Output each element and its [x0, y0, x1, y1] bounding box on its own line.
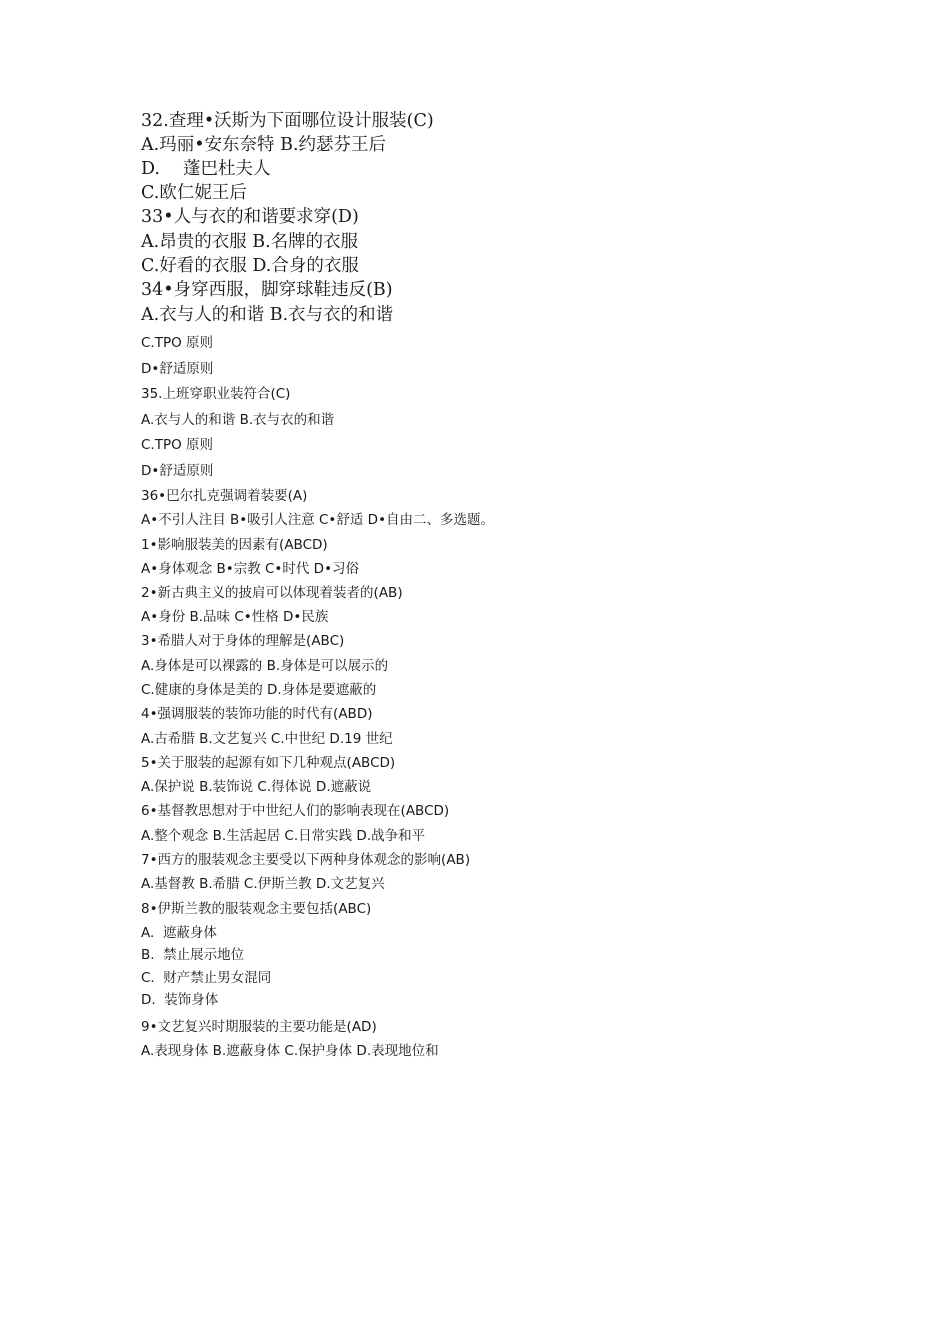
multi-question-4: 4•强调服装的装饰功能的时代有(ABD) — [141, 706, 373, 722]
multi-q1-options: A•身体观念 B•宗教 C•时代 D•习俗 — [141, 561, 360, 577]
multi-question-9: 9•文艺复兴时期服装的主要功能是(AD) — [141, 1019, 377, 1035]
multi-question-8: 8•伊斯兰教的服装观念主要包括(ABC) — [141, 901, 372, 917]
multi-question-5: 5•关于服装的起源有如下几种观点(ABCD) — [141, 755, 396, 771]
q35-option-d: D•舒适原则 — [141, 463, 214, 479]
q35-option-c: C.TPO 原则 — [141, 437, 214, 453]
question-33: 33•人与衣的和谐要求穿(D) — [141, 207, 359, 227]
multi-question-3: 3•希腊人对于身体的理解是(ABC) — [141, 633, 345, 649]
multi-q8-option-a: A. 遮蔽身体 — [141, 925, 217, 941]
question-35: 35.上班穿职业装符合(C) — [141, 386, 291, 402]
multi-q5-options: A.保护说 B.装饰说 C.得体说 D.遮蔽说 — [141, 779, 372, 795]
multi-q8-option-d: D. 装饰身体 — [141, 992, 219, 1008]
multi-q9-options: A.表现身体 B.遮蔽身体 C.保护身体 D.表现地位和 — [141, 1043, 439, 1059]
q35-options-ab: A.衣与人的和谐 B.衣与衣的和谐 — [141, 412, 335, 428]
multi-q3-options-ab: A.身体是可以裸露的 B.身体是可以展示的 — [141, 658, 389, 674]
multi-q4-options: A.古希腊 B.文艺复兴 C.中世纪 D.19 世纪 — [141, 731, 393, 747]
question-34: 34•身穿西服，脚穿球鞋违反(B) — [141, 280, 393, 300]
multi-q3-options-cd: C.健康的身体是美的 D.身体是要遮蔽的 — [141, 682, 377, 698]
question-36: 36•巴尔扎克强调着装要(A) — [141, 488, 308, 504]
multi-question-6: 6•基督教思想对于中世纪人们的影响表现在(ABCD) — [141, 803, 450, 819]
multi-q2-options: A•身份 B.品味 C•性格 D•民族 — [141, 609, 329, 625]
multi-q6-options: A.整个观念 B.生活起居 C.日常实践 D.战争和平 — [141, 828, 426, 844]
multi-q7-options: A.基督教 B.希腊 C.伊斯兰教 D.文艺复兴 — [141, 876, 385, 892]
q34-option-c: C.TPO 原则 — [141, 335, 214, 351]
multi-question-1: 1•影响服装美的因素有(ABCD) — [141, 537, 328, 553]
q32-option-c: C.欧仁妮王后 — [141, 183, 247, 203]
q34-options-ab: A.衣与人的和谐 B.衣与衣的和谐 — [141, 305, 394, 325]
multi-q8-option-c: C. 财产禁止男女混同 — [141, 970, 272, 986]
q33-options-cd: C.好看的衣服 D.合身的衣服 — [141, 256, 359, 276]
q32-options-ab: A.玛丽•安东奈特 B.约瑟芬王后 — [141, 135, 387, 155]
multi-question-7: 7•西方的服装观念主要受以下两种身体观念的影响(AB) — [141, 852, 471, 868]
question-32: 32.查理•沃斯为下面哪位设计服装(C) — [141, 111, 434, 131]
q36-options: A•不引人注目 B•吸引人注意 C•舒适 D•自由二、多选题。 — [141, 512, 495, 528]
multi-q8-option-b: B. 禁止展示地位 — [141, 947, 245, 963]
q32-option-d: D. 蓬巴杜夫人 — [141, 159, 271, 179]
q33-options-ab: A.昂贵的衣服 B.名牌的衣服 — [141, 232, 359, 252]
q34-option-d: D•舒适原则 — [141, 361, 214, 377]
multi-question-2: 2•新古典主义的披肩可以体现着装者的(AB) — [141, 585, 403, 601]
